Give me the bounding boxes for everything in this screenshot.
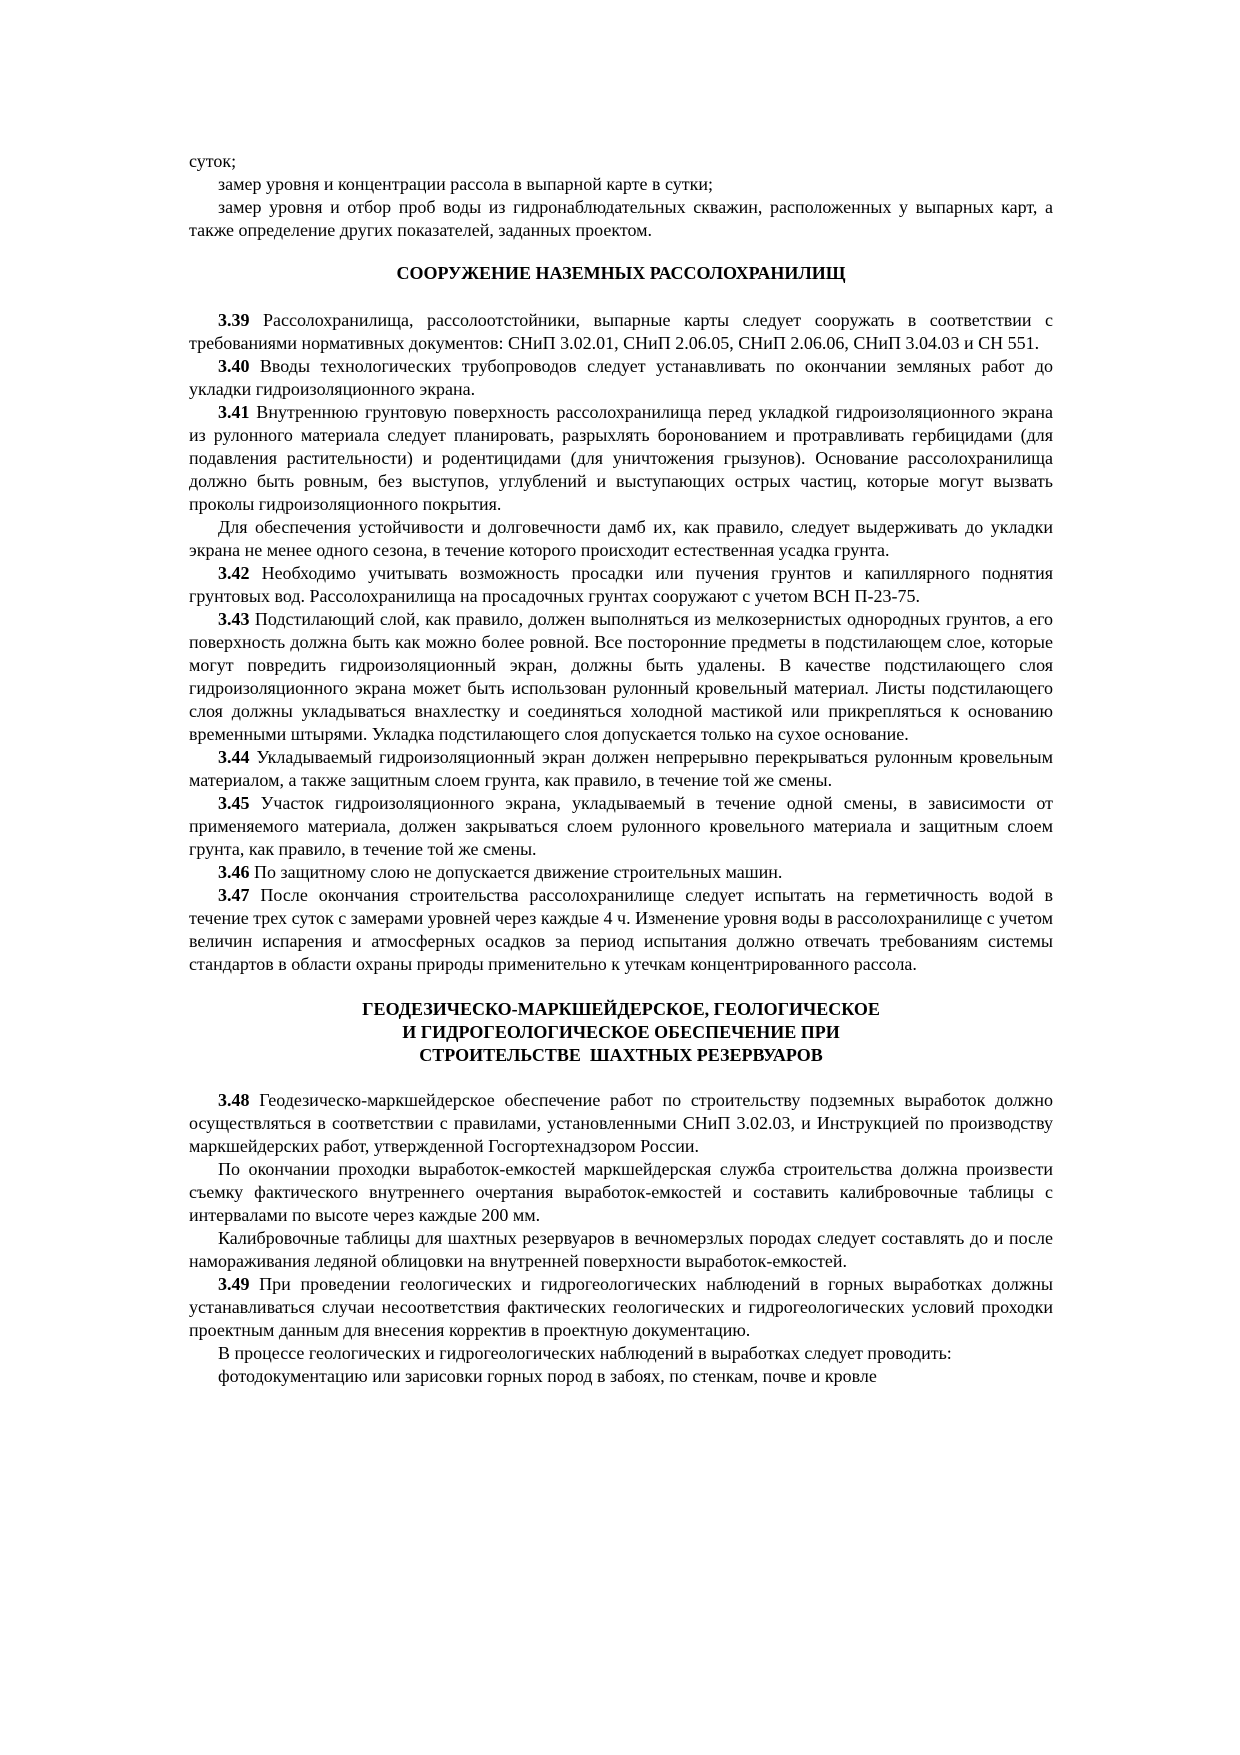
clause-text: Участок гидроизоляционного экрана, укладываемый в течение одной смены, в зависимости от применяемого материала, должен закрываться слоем рулонного кровельного материала и защитным слоем грунта, как правило, в течение той же смены. bbox=[189, 793, 1053, 859]
paragraph-3-45 bbox=[189, 792, 1053, 861]
clause-text: Калибровочные таблицы для шахтных резервуаров в вечномерзлых породах следует составлять до и после намораживания ледяной облицовки на внутренней поверхности выработок-емкостей. bbox=[189, 1228, 1053, 1271]
paragraph-3-48 bbox=[189, 1089, 1053, 1158]
clause-number: 3.45 bbox=[218, 793, 250, 813]
paragraph-3-49-cont-2 bbox=[189, 1365, 1053, 1388]
intro-line-2: замер уровня и концентрации рассола в выпарной карте в сутки; bbox=[218, 174, 713, 194]
clause-number: 3.49 bbox=[218, 1274, 250, 1294]
paragraph-3-49 bbox=[189, 1273, 1053, 1342]
clause-number: 3.42 bbox=[218, 563, 250, 583]
paragraph-3-41 bbox=[189, 401, 1053, 516]
paragraph-3-48-cont-2 bbox=[189, 1227, 1053, 1273]
paragraph-3-49-cont-1 bbox=[189, 1342, 1053, 1365]
clause-number: 3.40 bbox=[218, 356, 250, 376]
clause-number: 3.39 bbox=[218, 310, 250, 330]
clause-number: 3.41 bbox=[218, 402, 250, 422]
paragraph-3-39 bbox=[189, 309, 1053, 355]
clause-text: Подстилающий слой, как правило, должен выполняться из мелкозернистых однородных грунтов, а его поверхность должна быть как можно более ровной. Все посторонние предметы в подстилающем слое, которые могут повредить гидроизоляционный экран, должны быть удалены. В качестве подстилающего слоя гидроизоляционного экрана может быть использован рулонный кровельный материал. Листы подстилающего слоя должны укладываться внахлестку и соединяться холодной мастикой или прикрепляться к основанию временными штырями. Укладка подстилающего слоя допускается только на сухое основание. bbox=[189, 609, 1053, 744]
section-heading-1: СООРУЖЕНИЕ НАЗЕМНЫХ РАССОЛОХРАНИЛИЩ bbox=[396, 263, 846, 283]
clause-number: 3.47 bbox=[218, 885, 250, 905]
section-heading-2 bbox=[189, 998, 1053, 1067]
clause-text: Геодезическо-маркшейдерское обеспечение работ по строительству подземных выработок должно осуществляться в соответствии с правилами, установленными СНиП 3.02.03, и Инструкцией по производству маркшейдерских работ, утвержденной Госгортехнадзором России. bbox=[189, 1090, 1053, 1156]
section-heading-2-line-3: СТРОИТЕЛЬСТВЕ ШАХТНЫХ РЕЗЕРВУАРОВ bbox=[419, 1045, 823, 1065]
paragraph-3-43 bbox=[189, 608, 1053, 746]
clause-text: Необходимо учитывать возможность просадки или пучения грунтов и капиллярного поднятия грунтовых вод. Рассолохранилища на просадочных грунтах сооружают с учетом ВСН П-23-75. bbox=[189, 563, 1053, 606]
clause-text: Для обеспечения устойчивости и долговечности дамб их, как правило, следует выдерживать до укладки экрана не менее одного сезона, в течение которого происходит естественная усадка грунта. bbox=[189, 517, 1053, 560]
paragraph-3-42 bbox=[189, 562, 1053, 608]
paragraph-3-46 bbox=[189, 861, 1053, 884]
clause-text: При проведении геологических и гидрогеологических наблюдений в горных выработках должны устанавливаться случаи несоответствия фактических геологических и гидрогеологических условий проходки проектным данным для внесения корректив в проектную документацию. bbox=[189, 1274, 1053, 1340]
clause-number: 3.48 bbox=[218, 1090, 250, 1110]
section-heading-2-line-1: ГЕОДЕЗИЧЕСКО-МАРКШЕЙДЕРСКОЕ, ГЕОЛОГИЧЕСКОЕ bbox=[362, 999, 880, 1019]
clause-text: Укладываемый гидроизоляционный экран должен непрерывно перекрываться рулонным кровельным материалом, а также защитным слоем грунта, как правило, в течение той же смены. bbox=[189, 747, 1053, 790]
clause-text: После окончания строительства рассолохранилище следует испытать на герметичность водой в течение трех суток с замерами уровней через каждые 4 ч. Изменение уровня воды в рассолохранилище с учетом величин испарения и атмосферных осадков за период испытания должно отвечать требованиям системы стандартов в области охраны природы применительно к утечкам концентрированного рассола. bbox=[189, 885, 1053, 974]
paragraph-3-41-cont bbox=[189, 516, 1053, 562]
paragraph-3-47 bbox=[189, 884, 1053, 976]
intro-line-3: замер уровня и отбор проб воды из гидронаблюдательных скважин, расположенных у выпарных карт, а также определение других показателей, заданных проектом. bbox=[189, 197, 1053, 240]
clause-text: По защитному слою не допускается движение строительных машин. bbox=[249, 862, 783, 882]
clause-number: 3.44 bbox=[218, 747, 250, 767]
paragraph-3-48-cont-1 bbox=[189, 1158, 1053, 1227]
clause-number: 3.43 bbox=[218, 609, 250, 629]
section-heading-2-line-2: И ГИДРОГЕОЛОГИЧЕСКОЕ ОБЕСПЕЧЕНИЕ ПРИ bbox=[402, 1022, 840, 1042]
clause-text: Рассолохранилища, рассолоотстойники, выпарные карты следует сооружать в соответствии с требованиями нормативных документов: СНиП 3.02.01, СНиП 2.06.05, СНиП 2.06.06, СНиП 3.04.03 и СН 551. bbox=[189, 310, 1053, 353]
clause-text: По окончании проходки выработок-емкостей маркшейдерская служба строительства должна произвести съемку фактического внутреннего очертания выработок-емкостей и составить калибровочные таблицы с интервалами по высоте через каждые 200 мм. bbox=[189, 1159, 1053, 1225]
clause-text: Вводы технологических трубопроводов следует устанавливать по окончании земляных работ до укладки гидроизоляционного экрана. bbox=[189, 356, 1053, 399]
intro-line-1: суток; bbox=[189, 151, 237, 171]
clause-text: фотодокументацию или зарисовки горных пород в забоях, по стенкам, почве и кровле bbox=[218, 1366, 877, 1386]
clause-number: 3.46 bbox=[218, 862, 250, 882]
document-page bbox=[189, 150, 1053, 1388]
paragraph-3-40 bbox=[189, 355, 1053, 401]
paragraph-3-44 bbox=[189, 746, 1053, 792]
clause-text: В процессе геологических и гидрогеологических наблюдений в выработках следует проводить: bbox=[218, 1343, 952, 1363]
clause-text: Внутреннюю грунтовую поверхность рассолохранилища перед укладкой гидроизоляционного экрана из рулонного материала следует планировать, разрыхлять боронованием и протравливать гербицидами (для подавления растительности) и родентицидами (для уничтожения грызунов). Основание рассолохранилища должно быть ровным, без выступов, углублений и выступающих острых частиц, которые могут вызвать проколы гидроизоляционного покрытия. bbox=[189, 402, 1053, 514]
